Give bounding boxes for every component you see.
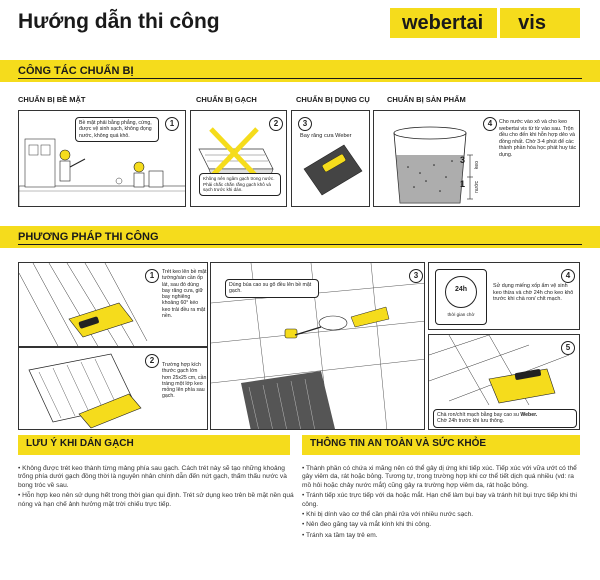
notes-left-list	[18, 465, 294, 511]
notes-right-item: • Thành phần có chứa xi măng nên có thể gây dị ứng khi tiếp xúc. Tiếp xúc với vữa ướt có thể gây viêm da, rát hoặc bỏng. Tương tự, trong trường hợp khi cơ thể tiết dịch quá nhiều (vd: ra mồ hôi hoặc chảy nước mắt) cũng gây ra trường hợp viêm da, rát hoặc bỏng.	[302, 465, 577, 489]
prep-step-1-number: 1	[165, 117, 179, 131]
method-note-2: Trường hợp kích thước gạch lớn hơn 25x25 cm, cần tráng một lớp keo mỏng lên phía sau gạch.	[162, 362, 207, 400]
prep-sub-surface: CHUẨN BỊ BỀ MẶT	[18, 95, 86, 104]
notes-left-item: • Không được trét keo thành từng mảng phía sau gạch. Cách trét này sẽ tạo những khoảng trống phía dưới gạch đồng thời là nguyên nhân chính dẫn đến nứt gạch, thấm thấu nước và bong tróc về sau.	[18, 465, 287, 489]
notes-right-list	[302, 465, 582, 542]
method-note-5-wait: Chờ 24h trước khi lưu thông.	[437, 418, 505, 425]
prep-underline	[18, 78, 582, 79]
notes-right-item: • Khi bị dính vào cơ thể cần phải rửa với nhiều nước sạch.	[302, 511, 474, 519]
brand-name: webertai	[402, 11, 484, 34]
clock-frame	[435, 269, 487, 325]
prep-sub-tile: CHUẨN BỊ GẠCH	[196, 95, 257, 104]
clock-label: thời gian chờ	[447, 312, 475, 317]
notes-left-item: • Hỗn hợp keo nên sử dụng hết trong thời gian qui định. Trét sử dụng keo trên bề mặt nền quá nóng và hạn chế ảnh hưởng mặt trời chiếu trực tiếp.	[18, 492, 294, 508]
method-note-5-brand: Weber.	[520, 412, 538, 418]
method-note-5-text: Chà ron/chít mạch bằng bay cao su	[437, 412, 521, 418]
prep-step-3-number: 3	[298, 117, 312, 131]
brand-logo	[390, 8, 580, 38]
notes-left-title: LƯU Ý KHI DÁN GẠCH	[26, 438, 134, 449]
notes-right-item: • Tránh tiếp xúc trực tiếp với da hoặc mắt. Hạn chế làm bụi bay và tránh hít bụi trực tiếp khi thi công.	[302, 492, 577, 508]
prep-sub-tools: CHUẨN BỊ DỤNG CỤ	[296, 95, 370, 104]
prep-note-tile: Không nên ngâm gạch trong nước. Phải chắc chắn rằng gạch khô và sạch trước khi dán.	[199, 173, 281, 196]
prep-sub-product: CHUẨN BỊ SẢN PHẨM	[387, 95, 466, 104]
method-note-1: Trét keo lên bề mặt tường/sàn cần ốp lát, sau đó dùng bay răng cưa, giữ bay nghiêng khoảng 60° kéo keo trải đều ra mặt nền.	[162, 269, 207, 320]
method-section-band	[0, 226, 600, 248]
clock-value: 24h	[454, 286, 468, 293]
method-panel-2	[18, 347, 208, 430]
method-note-3: Dùng búa cao su gõ đều lên bề mặt gạch.	[225, 279, 319, 298]
method-panel-4	[428, 262, 580, 330]
brand-separator	[497, 8, 500, 38]
method-panel-1	[18, 262, 208, 347]
method-panel-5	[428, 334, 580, 430]
prep-note-tools: Bay răng cưa Weber	[300, 133, 352, 139]
prep-panel-tools	[291, 110, 370, 207]
clock-icon	[445, 276, 477, 308]
method-underline	[18, 244, 582, 245]
method-step-3-number: 3	[409, 269, 423, 283]
method-note-4: Sử dụng miếng xốp ẩm vệ sinh keo thừa và chờ 24h cho keo khô trước khi chà ron/ chít mạch.	[493, 283, 574, 303]
notes-right-title: THÔNG TIN AN TOÀN VÀ SỨC KHỎE	[310, 438, 487, 449]
prep-section-title: CÔNG TÁC CHUẨN BỊ	[18, 65, 134, 77]
ratio-water-number: 1	[460, 179, 466, 189]
prep-note-product: Cho nước vào xô và cho keo webertai vis từ từ vào sau. Trộn đều cho đến khi hỗn hợp dẻo và đồng nhất. Chờ 3-4 phút để các thành phần hóa học phát huy tác dụng.	[499, 119, 577, 158]
prep-section-band	[0, 60, 600, 82]
method-step-5-number: 5	[561, 341, 575, 355]
prep-step-2-number: 2	[269, 117, 283, 131]
method-step-2-number: 2	[145, 354, 159, 368]
prep-note-surface: Bề mặt phải bằng phẳng, cứng, được vệ sinh sạch, không đọng nước, không quá khô.	[75, 117, 159, 142]
page-title: Hướng dẫn thi công	[18, 10, 220, 33]
notes-right-band	[302, 435, 580, 455]
ratio-keo-number: 3	[460, 155, 466, 165]
method-section-title: PHƯƠNG PHÁP THI CÔNG	[18, 231, 159, 243]
method-note-5	[433, 409, 577, 428]
prep-panel-tile	[190, 110, 287, 207]
ratio-keo-label: keo	[474, 161, 480, 170]
method-panel-3	[210, 262, 425, 430]
notes-right-item: • Nên đeo găng tay và mắt kính khi thi công.	[302, 521, 432, 529]
prep-panel-product	[373, 110, 580, 207]
prep-step-4-number: 4	[483, 117, 497, 131]
brand-sub: vis	[518, 11, 546, 34]
prep-panel-surface	[18, 110, 186, 207]
notes-right-item: • Tránh xa tầm tay trẻ em.	[302, 531, 378, 539]
notes-left-band	[18, 435, 290, 455]
ratio-water-label: nước	[474, 181, 480, 193]
method-step-1-number: 1	[145, 269, 159, 283]
method-step-4-number: 4	[561, 269, 575, 283]
